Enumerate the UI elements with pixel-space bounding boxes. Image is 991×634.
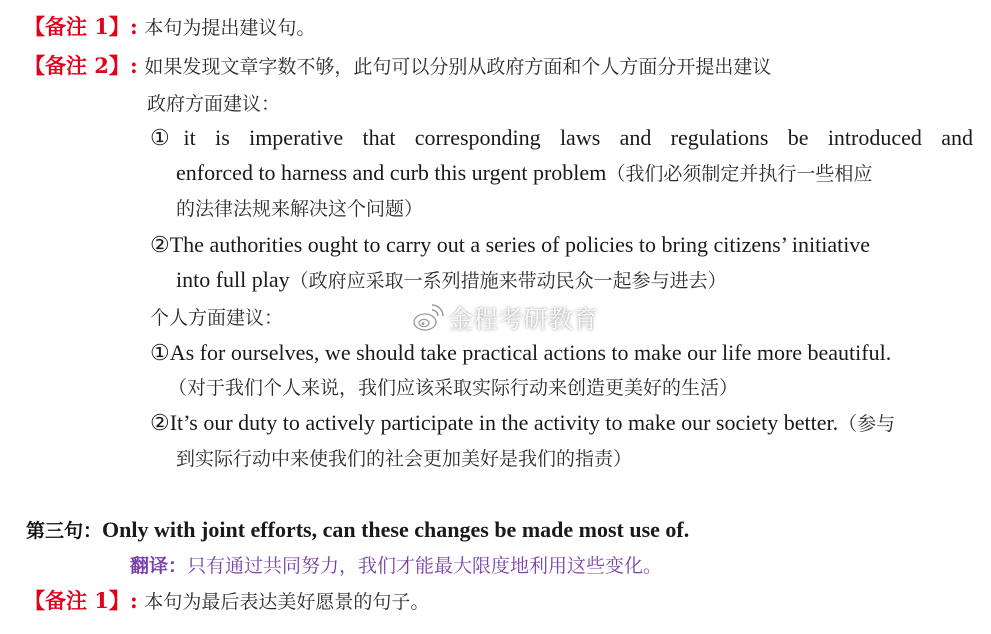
note-1-colon: : (129, 14, 138, 39)
sentence-3-text: Only with joint efforts, can these changes be made most use of. (102, 517, 690, 542)
gov-item-1-line-1 (150, 124, 973, 152)
personal-item-2-line-1 (150, 409, 895, 438)
personal-item-1-text: As for ourselves, we should take practical actions to make our life more beautiful. (169, 340, 892, 365)
note-1 (24, 13, 315, 42)
gov-item-2-text: The authorities ought to carry out a series of policies to bring citizens’ initiative (169, 232, 871, 257)
gov-item-1-en: enforced to harness and curb this urgent problem (176, 160, 607, 185)
gov-item-1-text: it is imperative that corresponding laws and regulations be introduced and (183, 125, 973, 150)
gov-item-2-cn: （政府应采取一系列措施来带动民众一起参与进去） (289, 270, 727, 292)
note-3 (24, 587, 429, 616)
personal-heading: 个人方面建议： (150, 307, 284, 329)
note-3-label: 【备注 1】 (24, 588, 130, 613)
translation (130, 551, 662, 580)
gov-item-2-line-1 (150, 231, 870, 259)
personal-item-2-en: It’s our duty to actively participate in the activity to make our society better. (169, 410, 839, 435)
gov-heading: 政府方面建议： (147, 93, 281, 115)
circled-number-1: ① (150, 125, 184, 150)
translation-text: 只有通过共同努力，我们才能最大限度地利用这些变化。 (187, 555, 663, 577)
sentence-3 (26, 516, 689, 545)
watermark (412, 300, 598, 336)
note-3-text: 本句为最后表达美好愿景的句子。 (144, 591, 430, 613)
personal-item-1-line-2: （对于我们个人来说，我们应该采取实际行动来创造更美好的生活） (168, 377, 739, 399)
watermark-text: 金程考研教育 (448, 305, 599, 334)
note-2-text: 如果发现文章字数不够，此句可以分别从政府方面和个人方面分开提出建议 (144, 56, 772, 78)
gov-item-1-cn: （我们必须制定并执行一些相应 (606, 163, 873, 185)
note-3-colon: : (129, 588, 138, 613)
translation-label: 翻译： (130, 555, 188, 577)
gov-item-1-line-3: 的法律法规来解决这个问题） (176, 198, 424, 220)
note-1-text: 本句为提出建议句。 (144, 17, 316, 39)
sentence-3-label: 第三句： (26, 520, 103, 542)
gov-item-2-en: into full play (176, 267, 290, 292)
weibo-icon (412, 303, 444, 333)
note-2-label: 【备注 2】 (24, 53, 130, 78)
circled-number-2: ② (150, 410, 170, 435)
note-1-label: 【备注 1】 (24, 14, 130, 39)
circled-number-2: ② (150, 232, 170, 257)
gov-item-1-line-2 (176, 159, 872, 188)
personal-item-2-line-2: 到实际行动中来使我们的社会更加美好是我们的指责） (176, 448, 633, 470)
note-2 (24, 52, 771, 81)
circled-number-1: ① (150, 340, 170, 365)
personal-item-1-line-1 (150, 339, 891, 367)
gov-item-2-line-2 (176, 266, 727, 295)
personal-item-2-cn: （参与 (838, 413, 896, 435)
note-2-colon: : (129, 53, 138, 78)
